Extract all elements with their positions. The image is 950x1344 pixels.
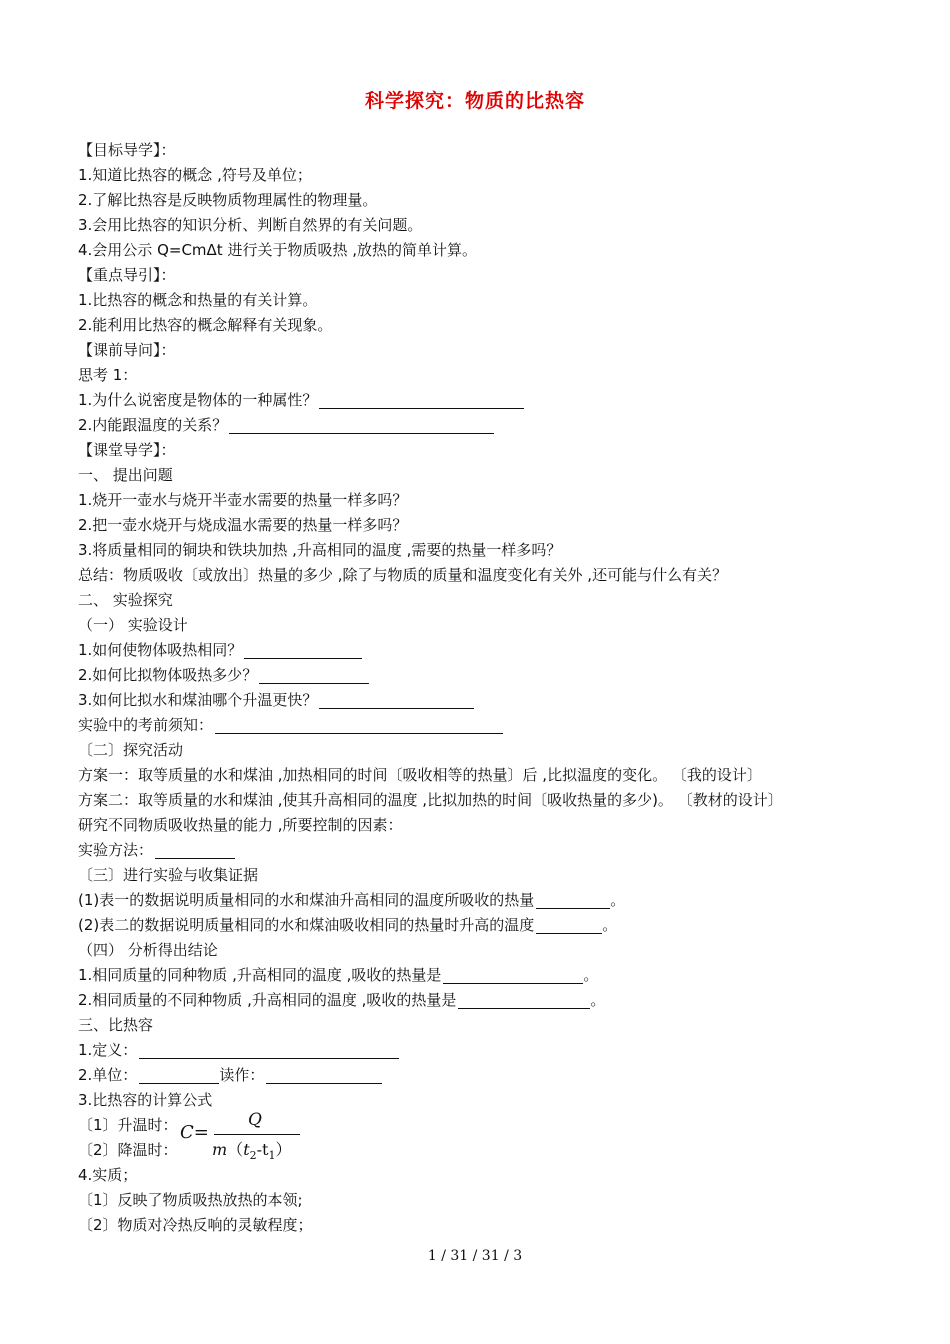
document-line [78, 813, 878, 838]
document-body [78, 138, 878, 1238]
line-text: 〔1〕升温时： [78, 1116, 178, 1134]
line-text: 【课前导问】： [78, 341, 176, 359]
document-line [78, 488, 878, 513]
document-line [78, 213, 878, 238]
document-line [78, 138, 878, 163]
document-line [78, 1013, 878, 1038]
line-text: （一） 实验设计 [78, 616, 188, 634]
document-line [78, 838, 878, 863]
line-text: 1.知道比热容的概念 ,符号及单位； [78, 166, 312, 184]
document-line [78, 988, 878, 1013]
line-text: 〔二〕探究活动 [78, 741, 184, 759]
document-line [78, 463, 878, 488]
answer-blank[interactable] [458, 991, 590, 1009]
answer-blank[interactable] [139, 1041, 399, 1059]
formula-denominator: $m(t_2-t_1)$ [212, 1140, 292, 1163]
line-text: 〔1〕反映了物质吸热放热的本领; [78, 1191, 303, 1209]
line-text: 2.内能跟温度的关系？ [78, 416, 228, 434]
answer-blank[interactable] [443, 966, 583, 984]
page-title: 科学探究：物质的比热容 [364, 90, 585, 112]
document-line [78, 1213, 878, 1238]
line-text: 实验方法： [78, 841, 154, 859]
line-text: 1.相同质量的同种物质 ,升高相同的温度 ,吸收的热量是 [78, 966, 442, 984]
page-footer: 1 / 31 / 31 / 3 [427, 1248, 523, 1264]
document-line [78, 913, 878, 938]
line-text-after: 。 [602, 916, 618, 934]
line-text-after: 。 [590, 991, 606, 1009]
document-line [78, 613, 878, 638]
document-line [78, 713, 878, 738]
document-line [78, 1163, 878, 1188]
line-text: 3.将质量相同的铜块和铁块加热 ,升高相同的温度 ,需要的热量一样多吗？ [78, 541, 562, 559]
line-text: 1.如何使物体吸热相同？ [78, 641, 243, 659]
line-text: 思考 1： [78, 366, 138, 384]
line-text: 〔三〕进行实验与收集证据 [78, 866, 259, 884]
line-text: (2)表二的数据说明质量相同的水和煤油吸收相同的热量时升高的温度 [78, 916, 535, 934]
line-text: 二、 实验探究 [78, 591, 173, 609]
line-text: 4.会用公示 Q=CmΔt 进行关于物质吸热 ,放热的简单计算。 [78, 241, 477, 259]
document-line [78, 288, 878, 313]
line-text-after: 读作： [219, 1066, 265, 1084]
line-text: 总结：物质吸收〔或放出〕热量的多少 ,除了与物质的质量和温度变化有关外 ,还可能与什么有关？ [78, 566, 728, 584]
answer-blank[interactable] [259, 666, 369, 684]
document-line [78, 188, 878, 213]
document-line [78, 363, 878, 388]
answer-blank[interactable] [319, 391, 524, 409]
line-text: 2.能利用比热容的概念解释有关现象。 [78, 316, 333, 334]
document-line [78, 538, 878, 563]
document-line [78, 238, 878, 263]
document-line [78, 1188, 878, 1213]
line-text: 1.定义： [78, 1041, 138, 1059]
document-line [78, 338, 878, 363]
document-line [78, 688, 878, 713]
formula-lhs: C= [180, 1122, 209, 1143]
line-text: 2.了解比热容是反映物质物理属性的物理量。 [78, 191, 378, 209]
document-line [78, 1063, 878, 1088]
line-text: 1.为什么说密度是物体的一种属性？ [78, 391, 318, 409]
document-line [78, 413, 878, 438]
line-text: 方案一：取等质量的水和煤油 ,加热相同的时间〔吸收相等的热量〕后 ,比拟温度的变化。 〔我的设计〕 [78, 766, 762, 784]
fraction-bar [214, 1134, 300, 1135]
line-text: 4.实质； [78, 1166, 138, 1184]
line-text: 〔2〕物质对冷热反响的灵敏程度； [78, 1216, 313, 1234]
document-line [78, 438, 878, 463]
document-line [78, 388, 878, 413]
line-text: 一、 提出问题 [78, 466, 173, 484]
line-text-after: 。 [583, 966, 599, 984]
document-line [78, 963, 878, 988]
line-text: 【重点导引】： [78, 266, 176, 284]
document-line [78, 738, 878, 763]
line-text: 3.会用比热容的知识分析、判断自然界的有关问题。 [78, 216, 423, 234]
answer-blank[interactable] [266, 1066, 382, 1084]
formula-numerator: Q [248, 1110, 262, 1130]
document-line [78, 563, 878, 588]
document-line [78, 513, 878, 538]
line-text: 2.相同质量的不同种物质 ,升高相同的温度 ,吸收的热量是 [78, 991, 457, 1009]
line-text: 2.如何比拟物体吸热多少？ [78, 666, 258, 684]
line-text: 【目标导学】： [78, 141, 176, 159]
answer-blank[interactable] [155, 841, 235, 859]
document-line [78, 588, 878, 613]
answer-blank[interactable] [215, 716, 503, 734]
document-line [78, 313, 878, 338]
line-text: (1)表一的数据说明质量相同的水和煤油升高相同的温度所吸收的热量 [78, 891, 535, 909]
line-text: 1.比热容的概念和热量的有关计算。 [78, 291, 318, 309]
document-line [78, 163, 878, 188]
document-line [78, 663, 878, 688]
line-text: 【课堂导学】： [78, 441, 176, 459]
document-line [78, 788, 878, 813]
answer-blank[interactable] [536, 916, 602, 934]
document-line [78, 1038, 878, 1063]
line-text: 2.单位： [78, 1066, 138, 1084]
line-text: 〔2〕降温时： [78, 1141, 178, 1159]
document-line [78, 763, 878, 788]
document-line [78, 263, 878, 288]
line-text: 3.比热容的计算公式 [78, 1091, 213, 1109]
specific-heat-formula [180, 1110, 310, 1166]
line-text-after: 。 [610, 891, 626, 909]
answer-blank[interactable] [229, 416, 494, 434]
line-text: 2.把一壶水烧开与烧成温水需要的热量一样多吗？ [78, 516, 408, 534]
answer-blank[interactable] [244, 641, 362, 659]
document-line [78, 638, 878, 663]
document-line [78, 863, 878, 888]
line-text: 研究不同物质吸收热量的能力 ,所要控制的因素： [78, 816, 403, 834]
answer-blank[interactable] [139, 1066, 219, 1084]
line-text: （四） 分析得出结论 [78, 941, 218, 959]
document-line [78, 888, 878, 913]
answer-blank[interactable] [536, 891, 610, 909]
answer-blank[interactable] [319, 691, 474, 709]
line-text: 3.如何比拟水和煤油哪个升温更快？ [78, 691, 318, 709]
line-text: 三、比热容 [78, 1016, 154, 1034]
line-text: 方案二：取等质量的水和煤油 ,使其升高相同的温度 ,比拟加热的时间〔吸收热量的多少)。 〔教材的设计〕 [78, 791, 783, 809]
document-line [78, 938, 878, 963]
line-text: 实验中的考前须知： [78, 716, 214, 734]
line-text: 1.烧开一壶水与烧开半壶水需要的热量一样多吗？ [78, 491, 408, 509]
